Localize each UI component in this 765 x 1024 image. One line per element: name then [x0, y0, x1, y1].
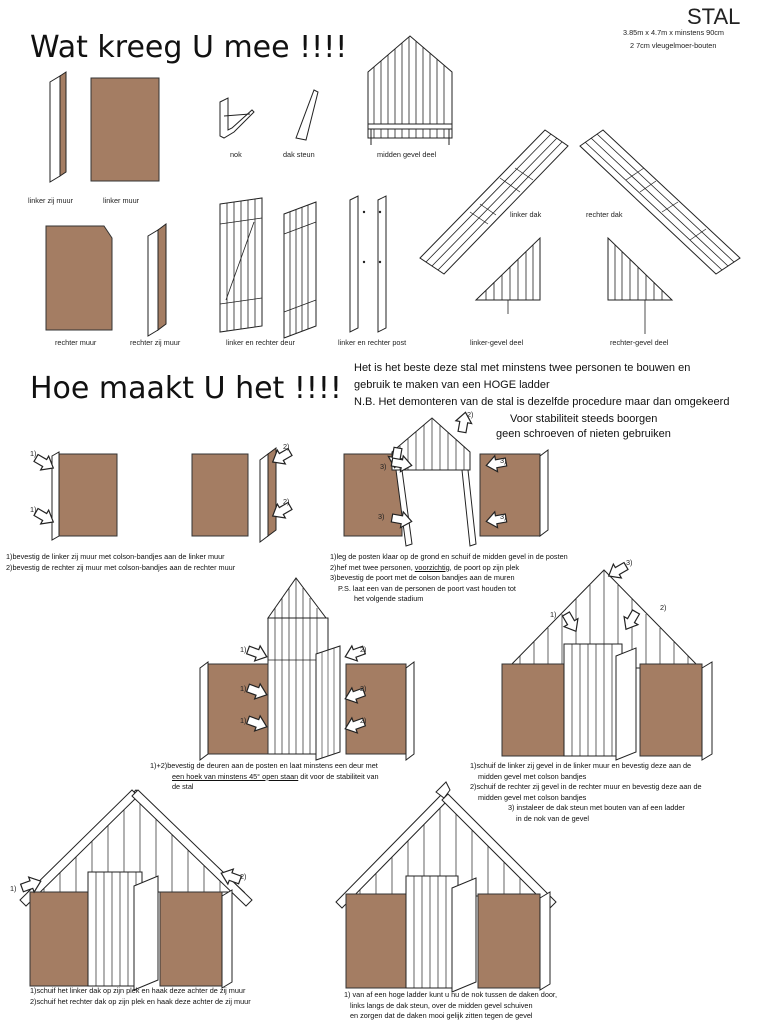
label-rechter-zij-muur: rechter zij muur [130, 338, 181, 347]
step3-line-2 [150, 772, 379, 783]
step2-line-5: het volgende stadium [354, 594, 424, 603]
label-dak-steun: dak steun [283, 150, 315, 159]
callout-2: 2) [360, 716, 367, 725]
product-bolts: 2 7cm vleugelmoer-bouten [630, 41, 717, 50]
part-linker-muur [91, 78, 159, 181]
callout-1: 1) [240, 684, 247, 693]
callout-3: 3) [380, 462, 387, 471]
label-linker-zij-muur: linker zij muur [28, 196, 74, 205]
step4-line-2: midden gevel met colson bandjes [478, 771, 587, 781]
stability-note-1: Voor stabiliteit steeds boorgen [510, 413, 658, 425]
part-linker-gevel [476, 238, 540, 314]
callout-1: 1) [30, 449, 37, 458]
part-nok [220, 98, 254, 138]
part-rechter-zij-muur [148, 224, 166, 336]
step4-line-3: 2)schuif de rechter zij gevel in de rechter muur en bevestig deze aan de [470, 782, 702, 791]
note-line-2: gebruik te maken van een HOGE ladder [354, 379, 550, 391]
section-title-how: Hoe maakt U het !!!! [30, 371, 342, 406]
label-linker-dak: linker dak [510, 210, 542, 219]
callout-1: 1) [550, 610, 557, 619]
callout-2: 2) [467, 410, 474, 419]
step5-line-1: 1)schuif het linker dak op zijn plek en haak deze achter de zij muur [30, 986, 246, 995]
callout-2: 2) [240, 872, 247, 881]
step3-line-2-b: dit voor de stabiliteit van [298, 771, 379, 781]
step2-line-2-a: 2)hef met twee personen, [330, 562, 415, 572]
step6-caption [344, 990, 557, 1022]
step5-line-2: 2)schuif het rechter dak op zijn plek en haak deze achter de zij muur [30, 996, 251, 1006]
step4-line-6: in de nok van de gevel [516, 813, 590, 823]
callout-1: 1) [10, 884, 17, 893]
label-nok: nok [230, 150, 242, 159]
step4-line-4: midden gevel met colson bandjes [478, 792, 587, 802]
step4-line-5: 3) instaleer de dak steun met bouten van af een ladder [508, 803, 685, 812]
label-rechter-dak: rechter dak [586, 210, 623, 219]
step6-line-1: 1) van af een hoge ladder kunt u nu de nok tussen de daken door, [344, 990, 557, 999]
product-title: STAL [687, 4, 741, 29]
label-linker-muur: linker muur [103, 196, 140, 205]
step2-line-4: P.S. laat een van de personen de poort vast houden tot [338, 583, 516, 593]
callout-2: 2) [660, 603, 667, 612]
step5-drawing [19, 790, 252, 990]
section-title-parts: Wat kreeg U mee !!!! [30, 30, 348, 65]
label-linker-gevel: linker-gevel deel [470, 338, 524, 347]
step1-line-2: 2)bevestig de rechter zij muur met colson-bandjes aan de rechter muur [6, 562, 236, 572]
label-deuren: linker en rechter deur [226, 338, 295, 347]
callout-3: 3) [378, 512, 385, 521]
part-linker-zij-muur [50, 72, 66, 182]
callout-2: 2) [360, 645, 367, 654]
step4-caption [470, 761, 702, 824]
step2-line-2-b: voorzichtig [414, 562, 450, 572]
callout-3: 3) [500, 512, 507, 521]
callout-2: 2) [283, 442, 290, 451]
note-line-3: N.B. Het demonteren van de stal is dezelfde procedure maar dan omgekeerd [354, 396, 730, 408]
step6-line-3: en zorgen dat de daken mooi gelijk zitten tegen de gevel [350, 1011, 533, 1020]
product-dimensions: 3.85m x 4.7m x minstens 90cm [623, 28, 724, 37]
step5-caption [30, 986, 251, 1007]
step2-line-2 [330, 563, 568, 574]
step4-line-1: 1)schuif de linker zij gevel in de linker muur en bevestig deze aan de [470, 761, 692, 770]
label-rechter-muur: rechter muur [55, 338, 97, 347]
step3-caption [150, 761, 379, 793]
callout-1: 1) [240, 645, 247, 654]
callout-2: 2) [283, 497, 290, 506]
callout-3: 3) [500, 456, 507, 465]
label-midden-gevel: midden gevel deel [377, 150, 437, 159]
step1-caption [6, 552, 235, 573]
step2-line-1: 1)leg de posten klaar op de grond en schuif de midden gevel in de posten [330, 552, 568, 561]
part-dak-steun [296, 90, 318, 140]
label-rechter-gevel: rechter-gevel deel [610, 338, 669, 347]
step3-line-3: de stal [172, 782, 194, 791]
step3-line-2-a: een hoek van minstens 45° open staan [172, 771, 299, 781]
part-linker-dak [420, 130, 568, 274]
part-rechter-gevel [608, 238, 672, 334]
part-deuren [220, 198, 316, 338]
label-posten: linker en rechter post [338, 338, 407, 347]
part-midden-gevel [368, 36, 452, 145]
callout-1: 1) [30, 505, 37, 514]
callout-1: 1) [240, 716, 247, 725]
part-rechter-muur [46, 226, 112, 330]
callout-2: 2) [360, 684, 367, 693]
note-line-1: Het is het beste deze stal met minstens twee personen te bouwen en [354, 362, 691, 374]
step3-drawing [200, 578, 414, 760]
step3-line-1: 1)+2)bevestig de deuren aan de posten en laat minstens een deur met [150, 761, 378, 770]
stability-note-2: geen schroeven of nieten gebruiken [496, 428, 671, 440]
step2-caption [330, 552, 568, 605]
step6-line-2: links langs de dak steun, over de midden gevel schuiven [350, 1000, 533, 1010]
step2-line-2-c: , de poort op zijn plek [449, 562, 520, 572]
part-rechter-dak [580, 130, 740, 274]
step1-drawing [32, 445, 294, 542]
step2-line-3: 3)bevestig de poort met de colson bandjes aan de muren [330, 573, 515, 582]
step1-line-1: 1)bevestig de linker zij muur met colson-bandjes aan de linker muur [6, 552, 225, 561]
callout-3: 3) [626, 558, 633, 567]
part-posten [350, 196, 386, 332]
